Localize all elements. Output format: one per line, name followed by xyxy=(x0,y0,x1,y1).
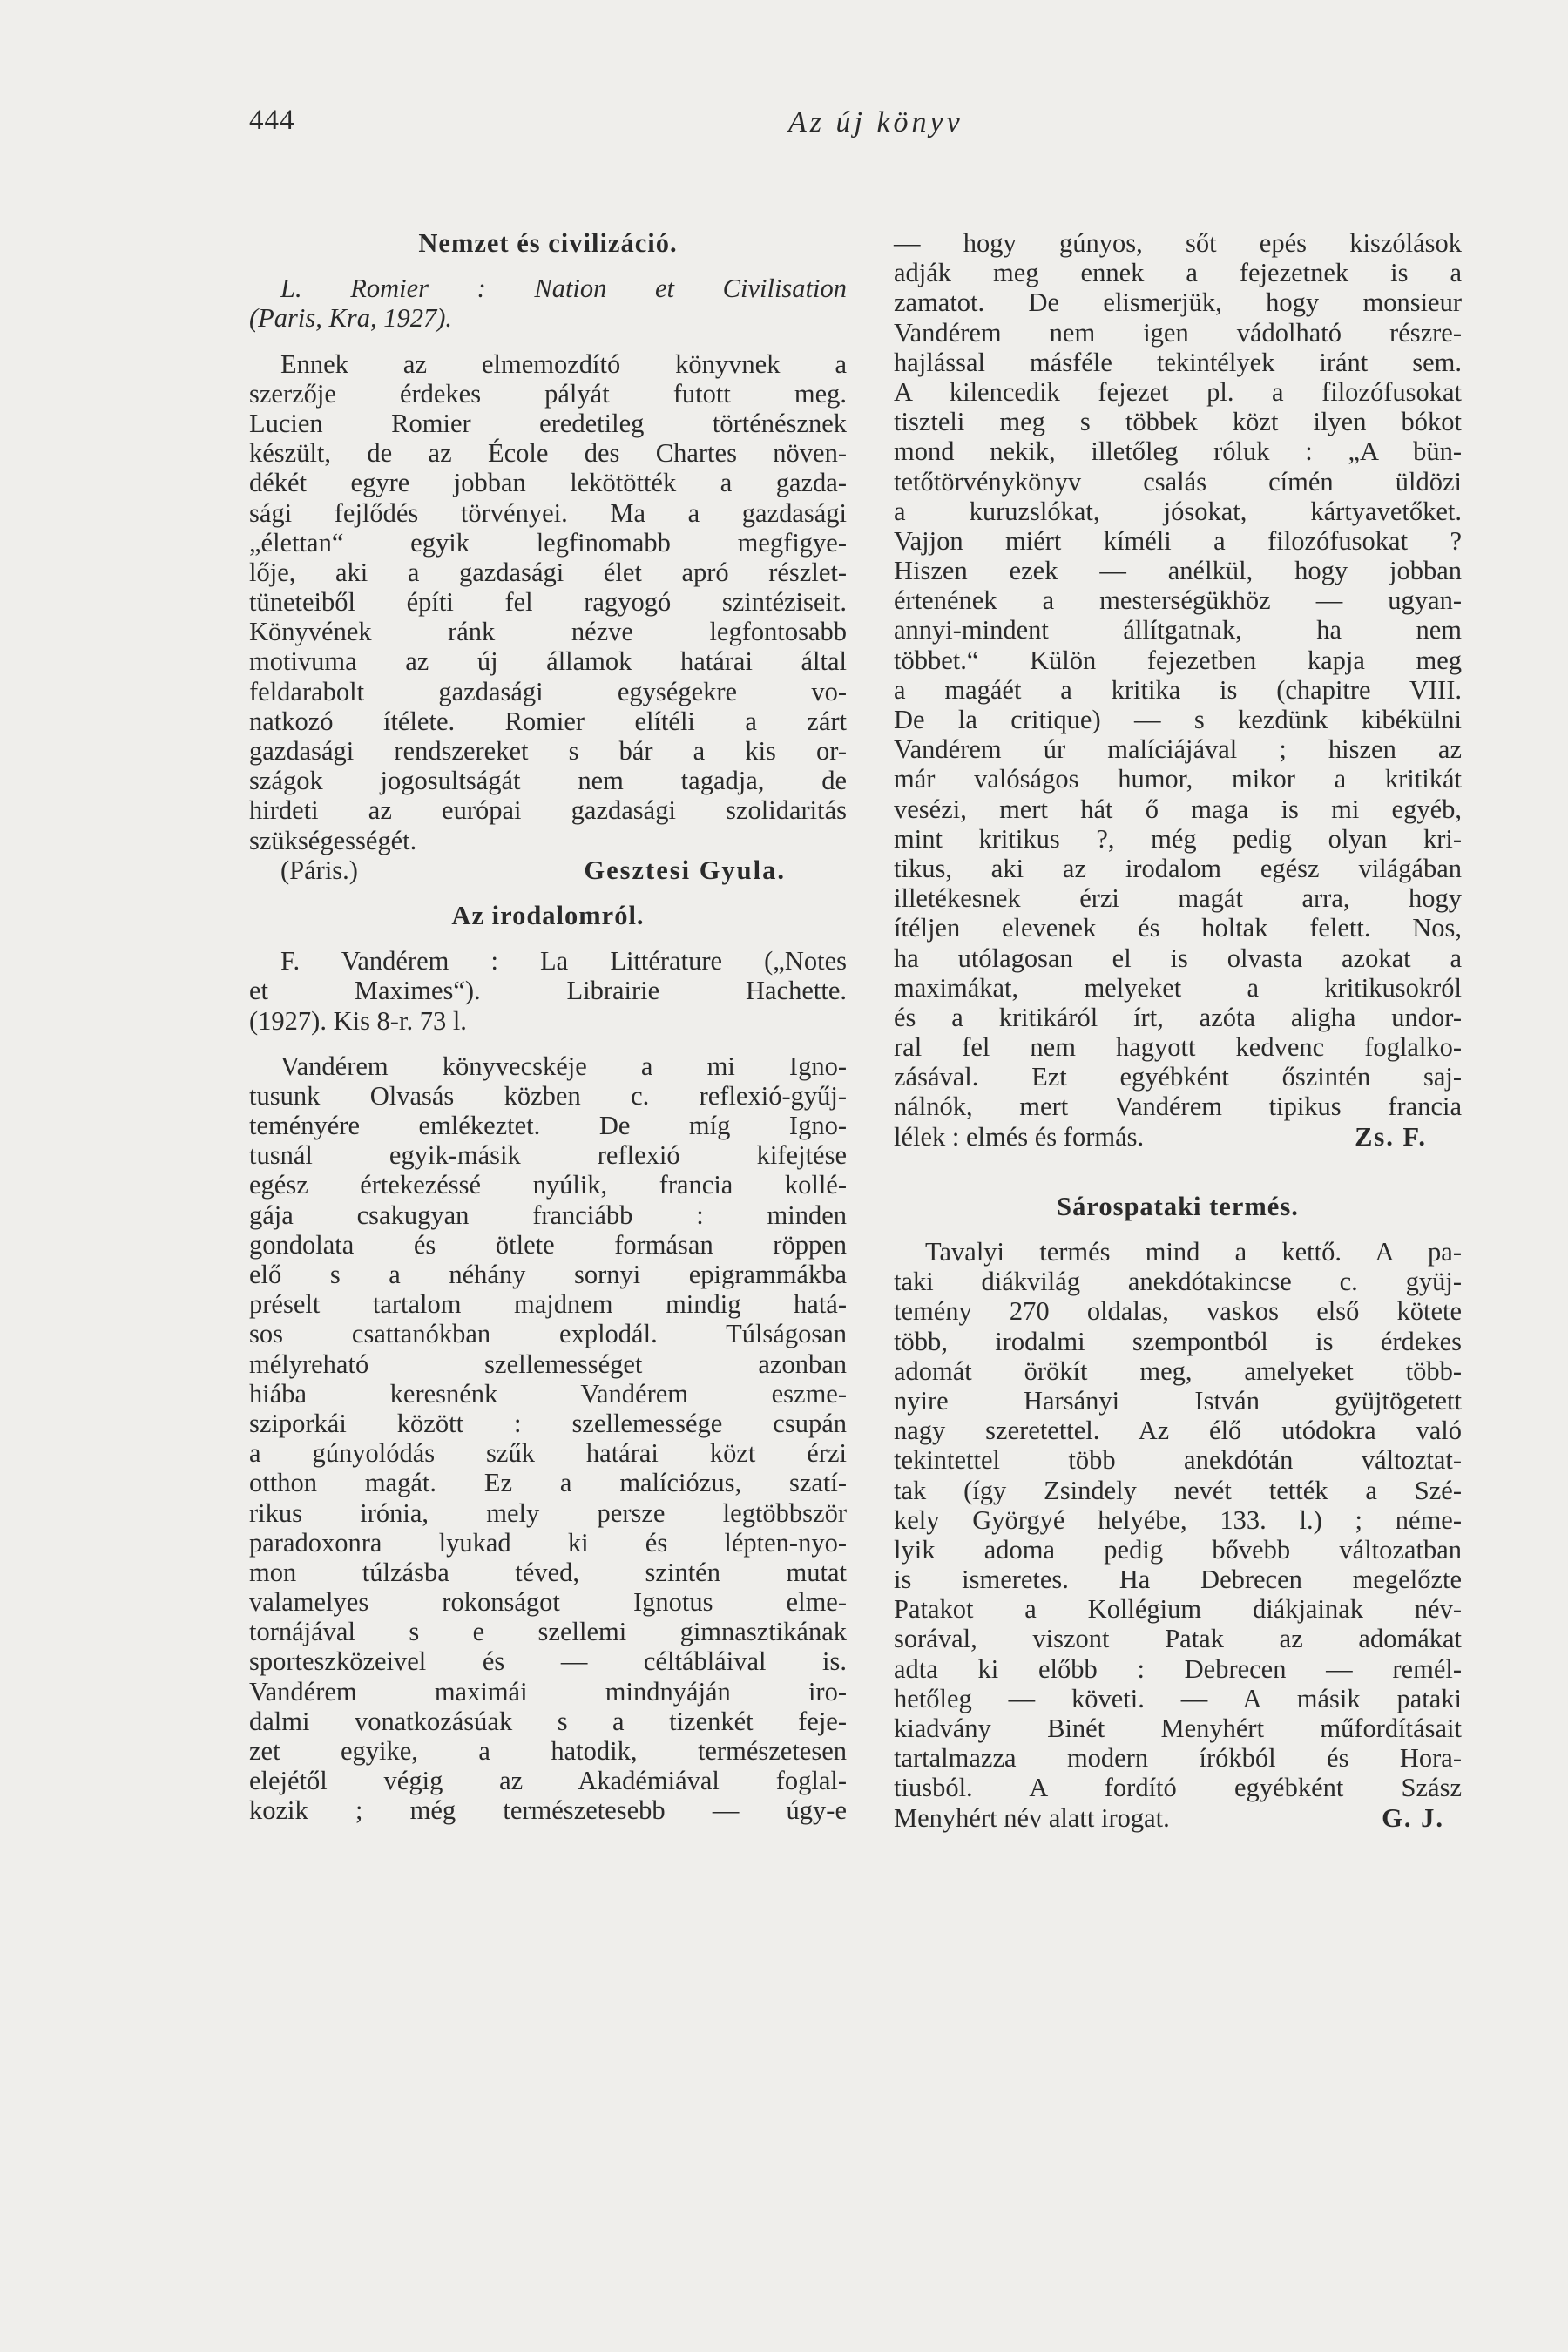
text-line: mélyreható szellemességet azonban xyxy=(249,1348,847,1379)
text-line: Vajjon miért kíméli a filozófusokat ? xyxy=(894,525,1462,556)
text-line: tusnál egyik-másik reflexió kifejtése xyxy=(249,1140,847,1171)
text-line: tartalmazza modern írókból és Hora- xyxy=(894,1743,1462,1774)
text-line: Patakot a Kollégium diákjainak név- xyxy=(894,1594,1462,1625)
text-line: készült, de az École des Chartes növen- xyxy=(249,438,847,469)
text-line: hetőleg — követi. — A másik pataki xyxy=(894,1683,1462,1713)
text-line: Vandérem maximái mindnyáján iro- xyxy=(249,1676,847,1707)
text-line: már valóságos humor, mikor a kritikát xyxy=(894,764,1462,794)
text-line: — hogy gúnyos, sőt epés kiszólások xyxy=(894,228,1462,258)
text-line: Vandérem úr malíciájával ; hiszen az xyxy=(894,734,1462,765)
text-line: többet.“ Külön fejezetben kapja meg xyxy=(894,645,1462,675)
text-line: hiába keresnénk Vandérem eszme- xyxy=(249,1378,847,1409)
right-column xyxy=(894,228,1462,1833)
text-line: zet egyike, a hatodik, természetesen xyxy=(249,1736,847,1766)
text-line: a kuruzslókat, jósokat, kártyavetőket. xyxy=(894,496,1462,526)
text-line: kiadvány Binét Menyhért műfordításait xyxy=(894,1713,1462,1743)
text-line: sos csattanókban explodál. Túlságosan xyxy=(249,1319,847,1349)
text-line: lyik adoma pedig bővebb változatban xyxy=(894,1534,1462,1565)
text-line: illetékesnek érzi magát arra, hogy xyxy=(894,883,1462,914)
text-line: szükségességét. xyxy=(249,825,417,855)
text-line: vesézi, mert hát ő maga is mi egyéb, xyxy=(894,794,1462,824)
citation-line: (Paris, Kra, 1927). xyxy=(249,303,452,334)
text-line: Vandérem nem igen vádolható részre- xyxy=(894,317,1462,348)
text-line: natkozó ítélete. Romier elítéli a zárt xyxy=(249,706,847,736)
place-note: (Páris.) xyxy=(280,855,358,885)
text-line: elejétől végig az Akadémiával foglal- xyxy=(249,1766,847,1796)
text-line: adomát örökít meg, amelyeket több- xyxy=(894,1355,1462,1386)
text-line: Ennek az elmemozdító könyvnek a xyxy=(280,348,847,379)
text-line: tikus, aki az irodalom egész világában xyxy=(894,853,1462,883)
text-line: több, irodalmi szempontból is érdekes xyxy=(894,1326,1462,1356)
text-line: ral fel nem hagyott kedvenc foglalko- xyxy=(894,1032,1462,1063)
text-line: préselt tartalom majdnem mindig hatá- xyxy=(249,1289,847,1320)
text-line: nálnók, mert Vandérem tipikus francia xyxy=(894,1092,1462,1122)
text-line: a gúnyolódás szűk határai közt érzi xyxy=(249,1438,847,1469)
citation-line: L. Romier : Nation et Civilisation xyxy=(280,274,847,304)
text-line: Lucien Romier eredetileg történésznek xyxy=(249,408,847,438)
text-line: gazdasági rendszereket s bár a kis or- xyxy=(249,736,847,766)
text-line: gondolata és ötlete formásan röppen xyxy=(249,1229,847,1260)
text-line: teményére emlékeztet. De míg Igno- xyxy=(249,1111,847,1141)
text-line: mon túlzásba téved, szintén mutat xyxy=(249,1557,847,1587)
text-line: A kilencedik fejezet pl. a filozófusokat xyxy=(894,376,1462,407)
text-line: gája csakugyan franciább : minden xyxy=(249,1200,847,1230)
text-line: De la critique) — s kezdünk kibékülni xyxy=(894,705,1462,734)
text-line: adják meg ennek a fejezetnek is a xyxy=(894,258,1462,288)
text-line: „élettan“ egyik legfinomabb megfigye- xyxy=(249,527,847,558)
final-text: lélek : elmés és formás. xyxy=(894,1121,1145,1152)
text-line: mint kritikus ?, még pedig olyan kri- xyxy=(894,823,1462,854)
citation-line: F. Vandérem : La Littérature („Notes xyxy=(280,946,847,977)
text-line: sporteszközeivel és — céltábláival is. xyxy=(249,1646,847,1677)
text-line: ha utólagosan el is olvasta azokat a xyxy=(894,943,1462,973)
text-line: Hiszen ezek — anélkül, hogy jobban xyxy=(894,556,1462,586)
text-line: Vandérem könyvecskéje a mi Igno- xyxy=(280,1051,847,1081)
text-line: taki diákvilág anekdótakincse c. gyüj- xyxy=(894,1267,1462,1297)
text-line: dalmi vonatkozásúak s a tizenkét feje- xyxy=(249,1706,847,1736)
page-number: 444 xyxy=(249,105,295,136)
text-line: nagy szeretettel. Az élő utódokra való xyxy=(894,1416,1462,1446)
signature-line xyxy=(894,1803,1462,1833)
text-line: tornájával s e szellemi gimnasztikának xyxy=(249,1617,847,1647)
text-line: hajlással másféle tekintélyek iránt sem. xyxy=(894,347,1462,377)
text-line: tetőtörvénykönyv csalás címén üldözi xyxy=(894,466,1462,497)
citation-line: (1927). Kis 8-r. 73 l. xyxy=(249,1005,467,1036)
review-heading: Az irodalomról. xyxy=(451,900,645,930)
text-line: tusunk Olvasás közben c. reflexió-gyűj- xyxy=(249,1080,847,1111)
text-line: dékét egyre jobban lekötötték a gazda- xyxy=(249,468,847,498)
text-line: is ismeretes. Ha Debrecen megelőzte xyxy=(894,1565,1462,1595)
running-head-title: Az új könyv xyxy=(788,106,963,139)
text-line: és a kritikáról írt, azóta aligha undor- xyxy=(894,1002,1462,1032)
text-line: tiusból. A fordító egyébként Szász xyxy=(894,1773,1462,1803)
text-line: tekintettel több anekdótán változtat- xyxy=(894,1445,1462,1476)
text-line: motivuma az új államok határai által xyxy=(249,646,847,677)
text-line: tiszteli meg s többek közt ilyen bókot xyxy=(894,407,1462,437)
signature-line xyxy=(249,855,847,885)
text-line: rikus irónia, mely persze legtöbbször xyxy=(249,1497,847,1528)
text-line: adta ki előbb : Debrecen — remél- xyxy=(894,1653,1462,1684)
text-line: hirdeti az európai gazdasági szolidaritás xyxy=(249,795,847,826)
text-line: temény 270 oldalas, vaskos első kötete xyxy=(894,1296,1462,1327)
text-line: tüneteiből építi fel ragyogó szintéziseit. xyxy=(249,587,847,618)
text-line: mond nekik, illetőleg róluk : „A bün- xyxy=(894,436,1462,467)
text-line: a magáét a kritika is (chapitre VIII. xyxy=(894,674,1462,705)
text-line: paradoxonra lyukad ki és lépten-nyo- xyxy=(249,1527,847,1558)
text-line: zásával. Ezt egyébként őszintén saj- xyxy=(894,1062,1462,1092)
text-line: nyire Harsányi István gyüjtögetett xyxy=(894,1385,1462,1416)
left-column xyxy=(249,228,847,1826)
signature: Gesztesi Gyula. xyxy=(584,855,786,885)
signature: G. J. xyxy=(1382,1802,1444,1833)
text-line: sziporkái között : szellemessége csupán xyxy=(249,1408,847,1438)
review-body xyxy=(249,349,847,855)
review-body-continued xyxy=(894,228,1462,1122)
text-line: ítéljen elevenek és holtak felett. Nos, xyxy=(894,913,1462,943)
text-line: elő s a néhány sornyi epigrammákba xyxy=(249,1260,847,1289)
review-body xyxy=(894,1237,1462,1803)
review-body xyxy=(249,1051,847,1826)
signature: Zs. F. xyxy=(1355,1121,1427,1152)
text-line: sorával, viszont Patak az adomákat xyxy=(894,1624,1462,1654)
text-line: kozik ; még természetesebb — úgy-e xyxy=(249,1795,847,1826)
text-line: tak (így Zsindely nevét tették a Szé- xyxy=(894,1475,1462,1505)
text-line: zamatot. De elismerjük, hogy monsieur xyxy=(894,287,1462,318)
final-text: Menyhért név alatt irogat. xyxy=(894,1802,1170,1833)
text-line: otthon magát. Ez a malíciózus, szatí- xyxy=(249,1468,847,1498)
text-line: valamelyes rokonságot Ignotus elme- xyxy=(249,1587,847,1618)
signature-line xyxy=(894,1122,1462,1152)
text-line: szágok jogosultságát nem tagadja, de xyxy=(249,766,847,796)
text-line: feldarabolt gazdasági egységekre vo- xyxy=(249,676,847,706)
text-line: lője, aki a gazdasági élet apró részlet- xyxy=(249,557,847,587)
text-line: szerzője érdekes pályát futott meg. xyxy=(249,378,847,409)
text-line: sági fejlődés törvényei. Ma a gazdasági xyxy=(249,497,847,528)
text-line: kely Györgyé helyébe, 133. l.) ; néme- xyxy=(894,1504,1462,1535)
text-line: annyi-mindent állítgatnak, ha nem xyxy=(894,615,1462,645)
review-heading: Nemzet és civilizáció. xyxy=(418,228,678,258)
text-line: Könyvének ránk nézve legfontosabb xyxy=(249,617,847,647)
text-line: Tavalyi termés mind a kettő. A pa- xyxy=(925,1237,1462,1267)
citation-line: et Maximes“). Librairie Hachette. xyxy=(249,976,847,1006)
text-line: maximákat, melyeket a kritikusokról xyxy=(894,972,1462,1003)
text-line: értenének a mesterségükhöz — ugyan- xyxy=(894,585,1462,616)
review-heading: Sárospataki termés. xyxy=(1057,1191,1299,1221)
text-line: egész értekezéssé nyúlik, francia kollé- xyxy=(249,1170,847,1200)
